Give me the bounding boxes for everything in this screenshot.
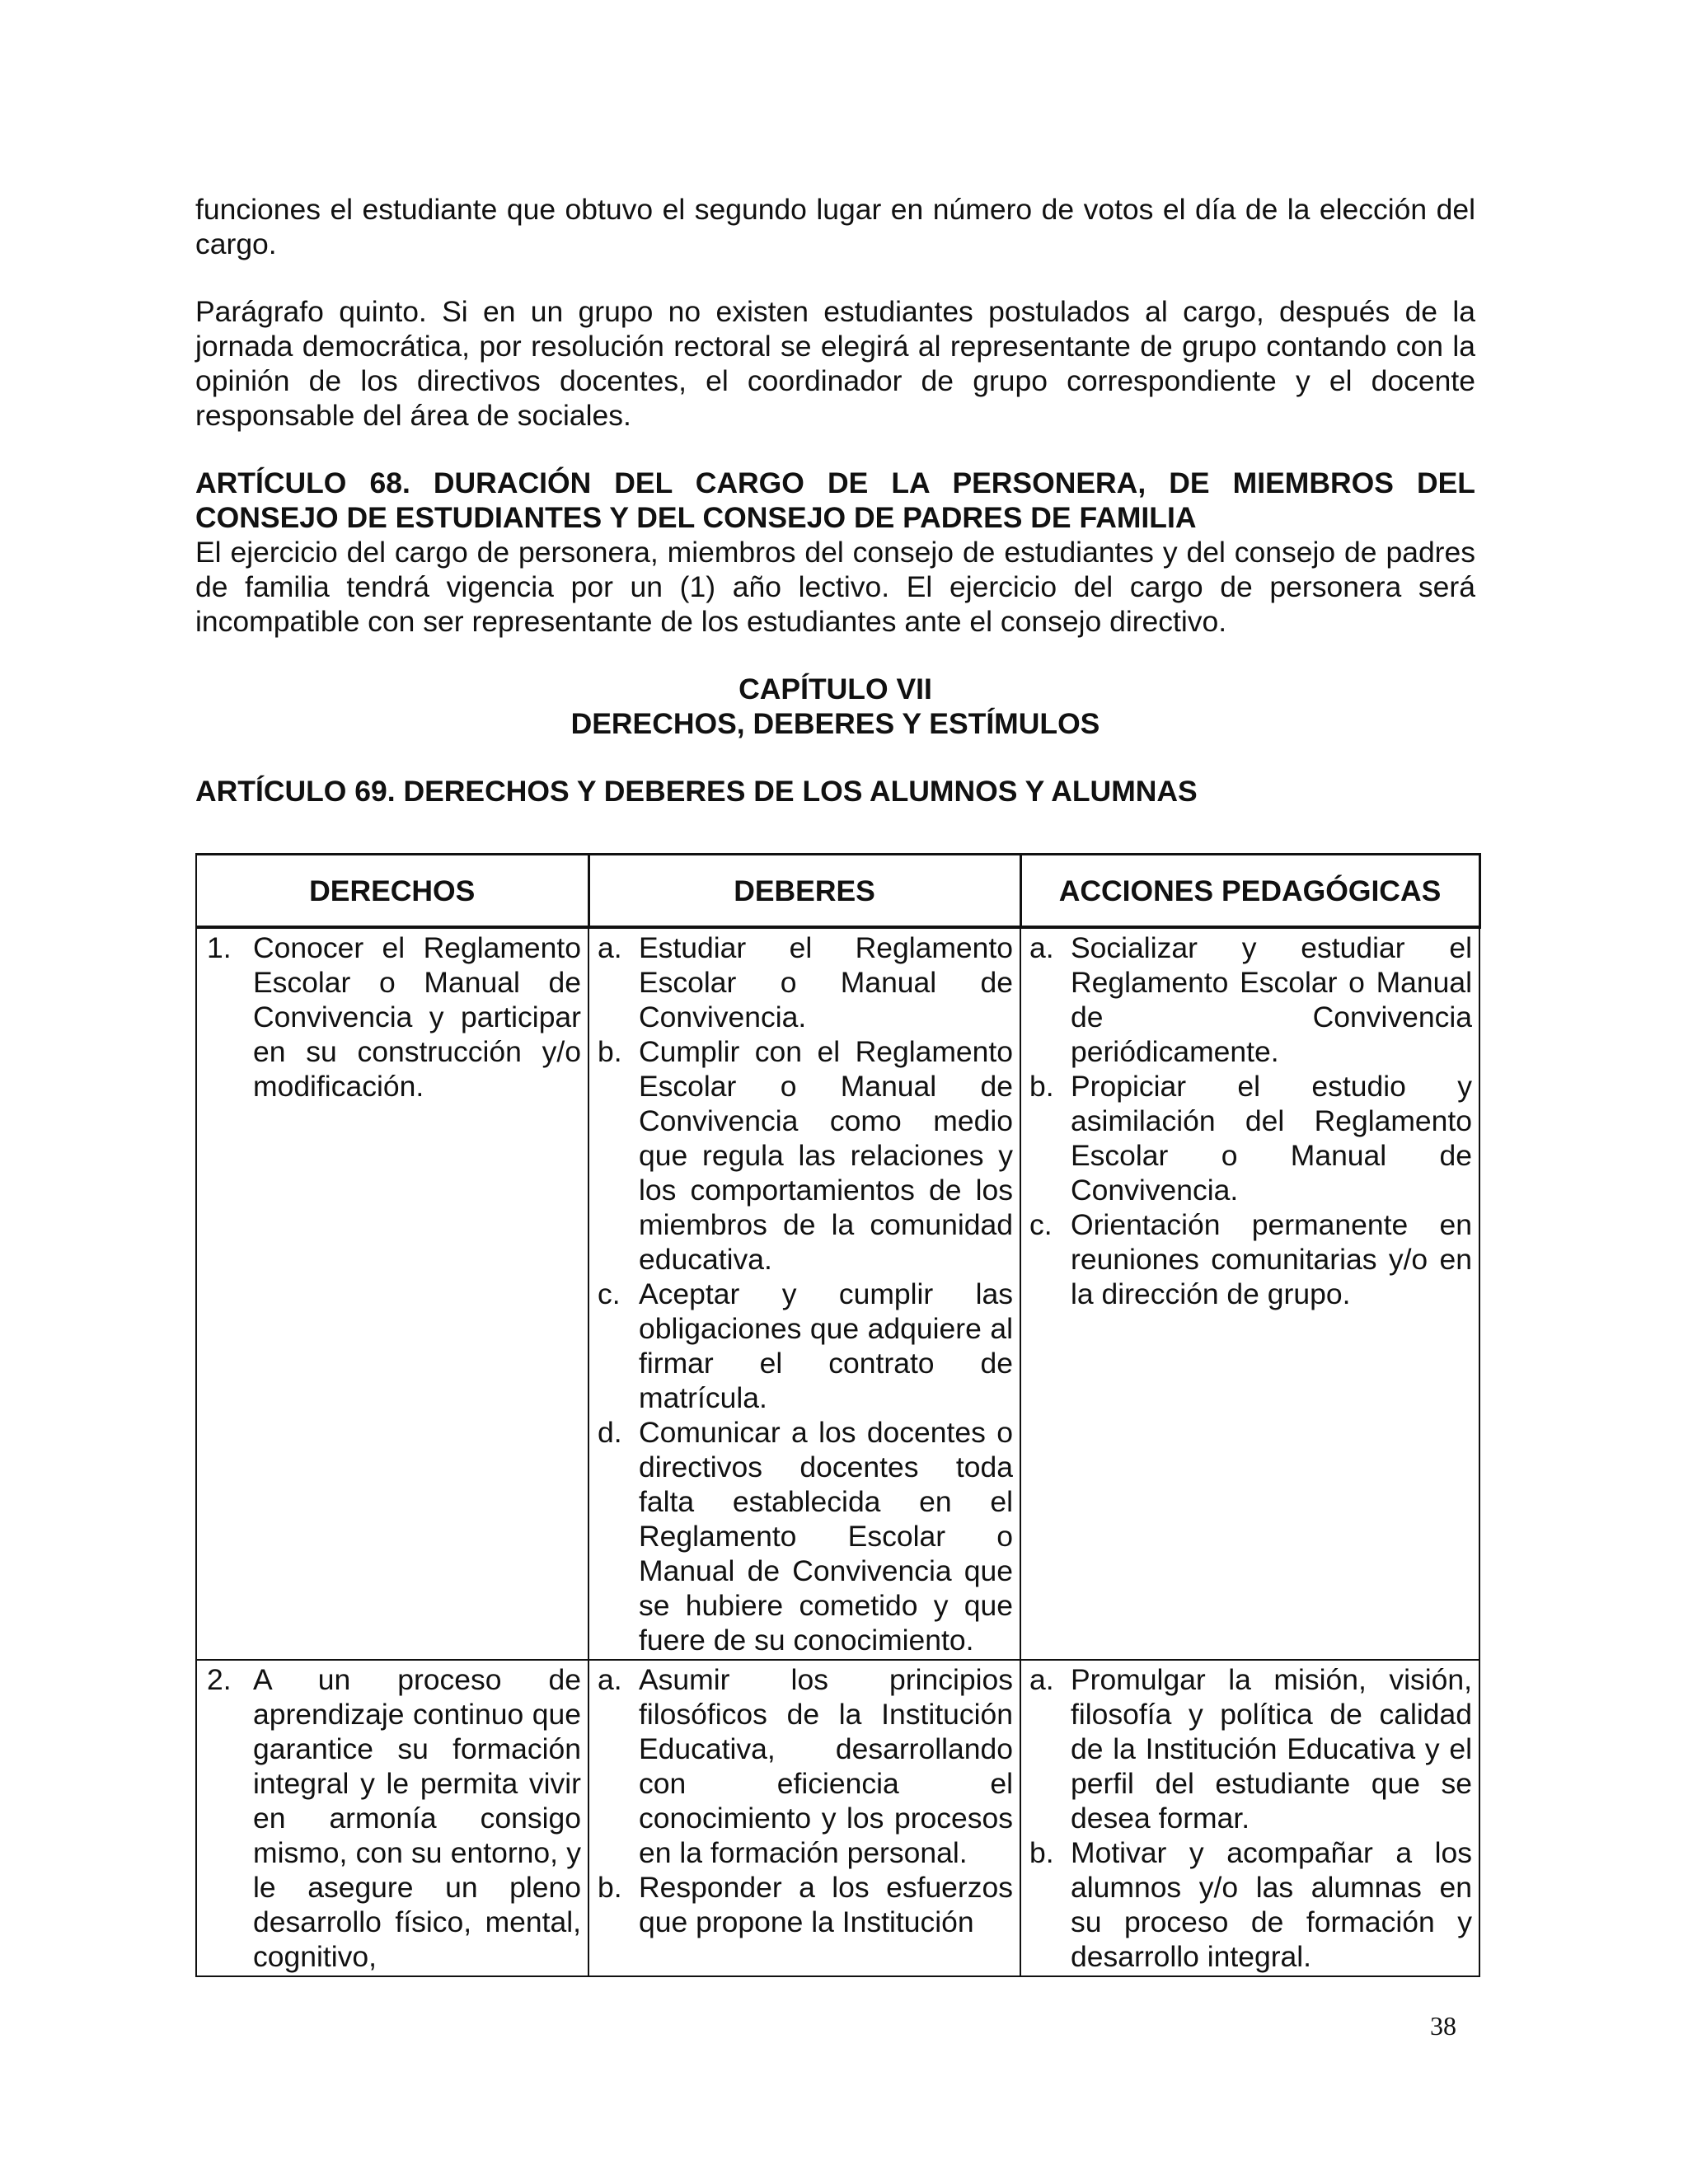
table-row xyxy=(196,1660,1479,1976)
list-item xyxy=(197,930,581,1104)
list-item xyxy=(1021,1069,1472,1207)
item-marker: 1. xyxy=(207,931,232,964)
document-body xyxy=(195,192,1475,808)
deberes-cell xyxy=(588,1660,1020,1976)
intro-paragraph-1: funciones el estudiante que obtuvo el segundo lugar en número de votos el día de la elección del cargo. xyxy=(195,193,1475,260)
list-item xyxy=(589,1870,1013,1939)
table-header-row xyxy=(196,855,1479,928)
item-text: Cumplir con el Reglamento Escolar o Manual de Convivencia como medio que regula las relaciones y los comportamientos de los miembros de la comunidad educativa. xyxy=(639,1035,1013,1276)
deberes-cell xyxy=(588,927,1020,1660)
list-item xyxy=(589,1662,1013,1870)
derecho-cell xyxy=(196,1660,588,1976)
item-marker: a. xyxy=(598,1663,622,1696)
item-marker: a. xyxy=(1029,931,1054,964)
item-marker: b. xyxy=(598,1871,622,1904)
chapter-title: DERECHOS, DEBERES Y ESTÍMULOS xyxy=(570,707,1100,740)
item-marker: a. xyxy=(1029,1663,1054,1696)
item-text: Asumir los principios filosóficos de la Institución Educativa, desarrollando con eficiencia el conocimiento y los procesos en la formación personal. xyxy=(639,1663,1013,1869)
item-text: Propiciar el estudio y asimilación del Reglamento Escolar o Manual de Convivencia. xyxy=(1071,1070,1472,1207)
item-text: A un proceso de aprendizaje continuo que garantice su formación integral y le permita vivir en armonía consigo mismo, con su entorno, y le asegure un pleno desarrollo físico, mental, cognitivo, xyxy=(253,1663,581,1973)
intro-paragraph-2: Parágrafo quinto. Si en un grupo no existen estudiantes postulados al cargo, después de la jornada democrática, por resolución rectoral se elegirá al representante de grupo contando con la opinión de los directivos docentes, el coordinador de grupo correspondiente y el docente responsable del área de sociales. xyxy=(195,295,1475,432)
item-text: Estudiar el Reglamento Escolar o Manual de Convivencia. xyxy=(639,931,1013,1033)
item-text: Aceptar y cumplir las obligaciones que adquiere al firmar el contrato de matrícula. xyxy=(639,1277,1013,1414)
header-deberes: DEBERES xyxy=(588,855,1020,928)
rights-duties-table xyxy=(195,853,1481,1977)
list-item xyxy=(589,1415,1013,1657)
article-68-body: El ejercicio del cargo de personera, miembros del consejo de estudiantes y del consejo de padres de familia tendrá vigencia por un (1) año lectivo. El ejercicio del cargo de personera será incompatible con ser representante de los estudiantes ante el consejo directivo. xyxy=(195,536,1475,638)
chapter-number: CAPÍTULO VII xyxy=(738,673,932,705)
item-marker: 2. xyxy=(207,1663,232,1696)
list-item xyxy=(1021,930,1472,1069)
item-text: Orientación permanente en reuniones comunitarias y/o en la dirección de grupo. xyxy=(1071,1208,1472,1310)
item-marker: b. xyxy=(1029,1836,1054,1869)
list-item xyxy=(589,930,1013,1034)
table-row xyxy=(196,927,1479,1660)
list-item xyxy=(589,1034,1013,1277)
header-derechos: DERECHOS xyxy=(196,855,588,928)
item-text: Promulgar la misión, visión, filosofía y política de calidad de la Institución Educativa y el perfil del estudiante que se desea formar. xyxy=(1071,1663,1472,1835)
list-item xyxy=(589,1277,1013,1415)
item-marker: b. xyxy=(598,1035,622,1068)
list-item xyxy=(1021,1207,1472,1311)
item-marker: c. xyxy=(598,1277,621,1310)
item-marker: d. xyxy=(598,1416,622,1449)
acciones-cell xyxy=(1020,927,1479,1660)
item-text: Conocer el Reglamento Escolar o Manual de Convivencia y participar en su construcción y/o modificación. xyxy=(253,931,581,1103)
item-marker: b. xyxy=(1029,1070,1054,1103)
item-text: Comunicar a los docentes o directivos docentes toda falta establecida en el Reglamento Escolar o Manual de Convivencia que se hubiere cometido y que fuere de su conocimiento. xyxy=(639,1416,1013,1657)
list-item xyxy=(1021,1835,1472,1974)
article-69-title: ARTÍCULO 69. DERECHOS Y DEBERES DE LOS ALUMNOS Y ALUMNAS xyxy=(195,775,1198,808)
item-marker: a. xyxy=(598,931,622,964)
page-number: 38 xyxy=(1430,2011,1456,2041)
header-acciones: ACCIONES PEDAGÓGICAS xyxy=(1020,855,1479,928)
article-68-title: ARTÍCULO 68. DURACIÓN DEL CARGO DE LA PERSONERA, DE MIEMBROS DEL CONSEJO DE ESTUDIANTES Y DEL CONSEJO DE PADRES DE FAMILIA xyxy=(195,466,1475,534)
acciones-cell xyxy=(1020,1660,1479,1976)
item-text: Motivar y acompañar a los alumnos y/o las alumnas en su proceso de formación y desarrollo integral. xyxy=(1071,1836,1472,1973)
derecho-cell xyxy=(196,927,588,1660)
list-item xyxy=(197,1662,581,1974)
list-item xyxy=(1021,1662,1472,1835)
item-text: Responder a los esfuerzos que propone la Institución xyxy=(639,1871,1013,1938)
item-marker: c. xyxy=(1029,1208,1053,1241)
item-text: Socializar y estudiar el Reglamento Escolar o Manual de Convivencia periódicamente. xyxy=(1071,931,1472,1068)
